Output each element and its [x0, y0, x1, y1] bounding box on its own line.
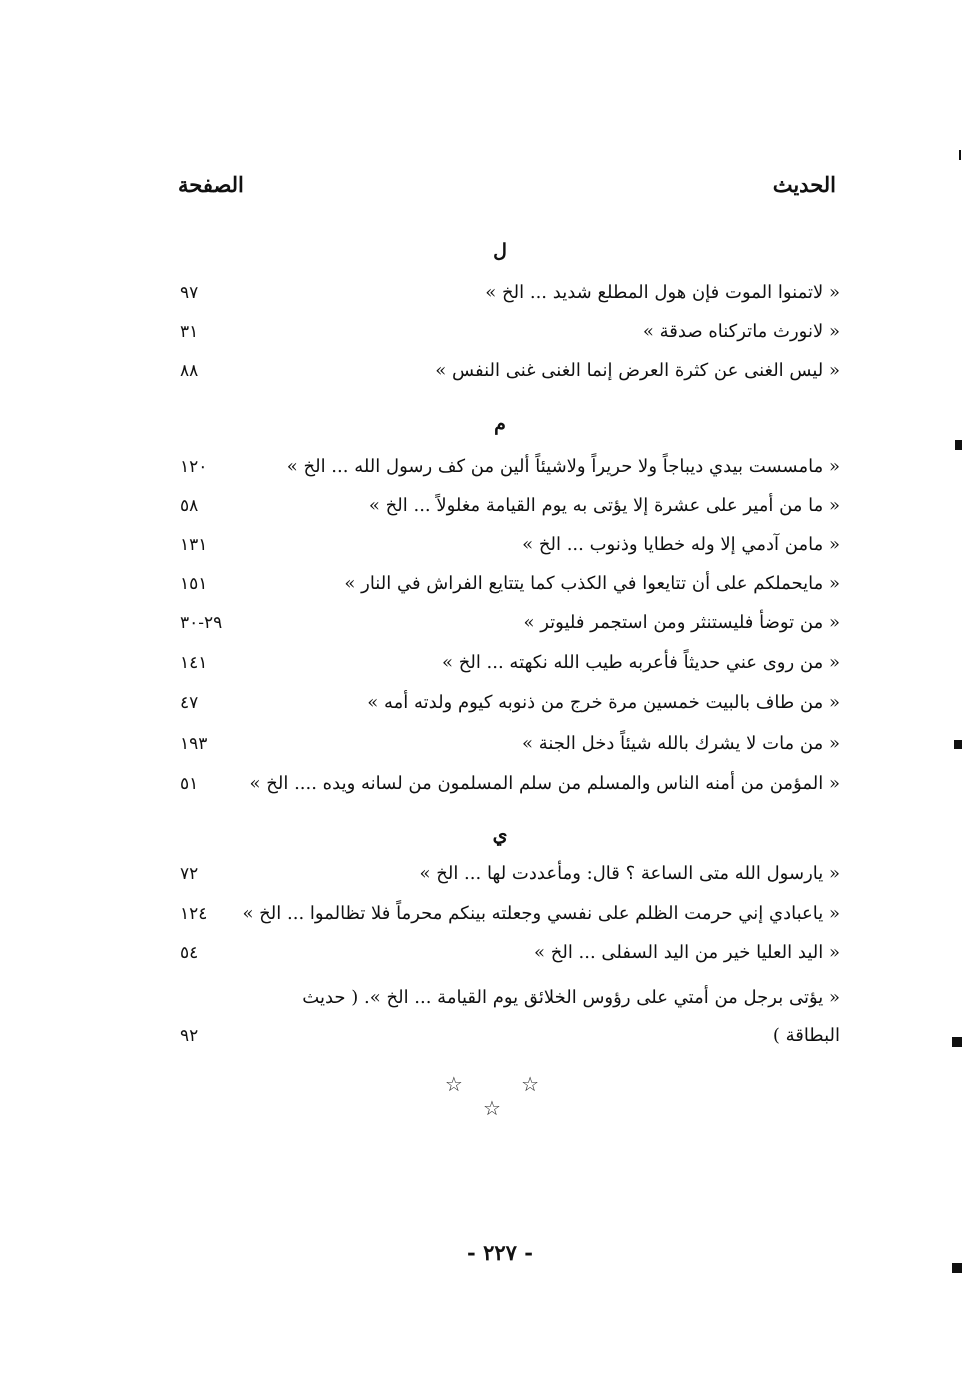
index-row: [180, 606, 840, 640]
hadith-text: « اليد العليا خير من اليد السفلى ... الخ »: [533, 942, 840, 963]
hadith-text: « من توضأ فليستنثر ومن استجمر فليوتر »: [523, 612, 840, 633]
page-ref: ١٢٤: [180, 904, 208, 924]
page-ref: ٥١: [180, 774, 199, 794]
index-row: [180, 567, 840, 601]
index-row: [180, 686, 840, 720]
hadith-text: « يارسول الله متى الساعة ؟ قال: ومأعددت لها ... الخ »: [419, 863, 840, 884]
index-row: [180, 767, 840, 801]
page-ref: ٥٨: [180, 496, 199, 516]
scan-mark: [959, 150, 961, 160]
index-row: [180, 450, 840, 484]
page-ref: ١٣١: [180, 535, 208, 555]
hadith-text: « لانورث ماتركناه صدقة »: [642, 321, 840, 342]
page-ref: ٣١: [180, 322, 199, 342]
page-ref: ١٢٠: [180, 457, 208, 477]
scan-mark: [952, 1037, 962, 1047]
hadith-text: « مايحملكم على أن تتايعوا في الكذب كما يتتايع الفراش في النار »: [344, 573, 840, 594]
page-ref: ١٩٣: [180, 734, 208, 754]
hadith-text: « ياعبادي إني حرمت الظلم على نفسي وجعلته بينكم محرماً فلا تظالموا ... الخ »: [242, 903, 840, 924]
index-row: [180, 936, 840, 970]
index-row: [180, 897, 840, 931]
hadith-text: « المؤمن من أمنه الناس والمسلم من سلم المسلمون من لسانه ويده .... الخ »: [249, 773, 840, 794]
column-header-page: الصفحة: [178, 172, 244, 197]
page-ref: ١٤١: [180, 653, 208, 673]
section-letter-ya: ي: [492, 824, 508, 846]
page-ref: ٨٨: [180, 361, 199, 381]
index-row: [180, 489, 840, 523]
index-row: [180, 727, 840, 761]
section-letter-lam: ل: [493, 240, 507, 262]
hadith-text: « مامن آدمي إلا وله خطايا وذنوب ... الخ »: [522, 534, 840, 555]
index-row: [180, 646, 840, 680]
scan-mark: [955, 440, 962, 450]
page-ref: ٢٩-٣٠: [180, 613, 223, 633]
scan-mark: [952, 1263, 962, 1273]
page-ref: ٧٢: [180, 864, 199, 884]
page-number: - ٢٢٧ -: [467, 1240, 533, 1265]
hadith-text: « من مات لا يشرك بالله شيئاً دخل الجنة »: [521, 733, 840, 754]
hadith-text: « من روى عني حديثاً فأعربه طيب الله نكهته ... الخ »: [441, 652, 840, 673]
index-row: [180, 315, 840, 349]
page-ref: ١٥١: [180, 574, 208, 594]
index-row: [180, 354, 840, 388]
page-ref: ٩٢: [180, 1026, 199, 1046]
section-divider-stars: ☆ ☆ ☆: [444, 1072, 566, 1120]
hadith-text: « يؤتى برجل من أمتي على رؤوس الخلائق يوم القيامة ... الخ ». ( حديث البطاقة ): [302, 987, 840, 1046]
section-letter-mim: م: [494, 413, 506, 435]
scan-mark: [954, 740, 962, 749]
column-header-hadith: الحديث: [772, 172, 836, 197]
hadith-text: « من طاف بالبيت خمسين مرة خرج من ذنوبه كيوم ولدته أمه »: [367, 692, 840, 713]
hadith-text: « ليس الغنى عن كثرة العرض إنما الغنى غنى النفس »: [435, 360, 840, 381]
index-row: [180, 528, 840, 562]
page-ref: ٩٧: [180, 283, 199, 303]
index-row: [180, 276, 840, 310]
hadith-text: « مامسست بيدي ديباجاً ولا حريراً ولاشيئاً ألين من كف رسول الله ... الخ »: [286, 456, 840, 477]
index-row: [180, 979, 840, 1055]
page-ref: ٥٤: [180, 943, 199, 963]
index-row: [180, 857, 840, 891]
hadith-text: « ما من أمير على عشرة إلا يؤتى به يوم القيامة مغلولاً ... الخ »: [368, 495, 840, 516]
hadith-text: « لاتمنوا الموت فإن هول المطلع شديد ... الخ »: [485, 282, 840, 303]
page-ref: ٤٧: [180, 693, 199, 713]
